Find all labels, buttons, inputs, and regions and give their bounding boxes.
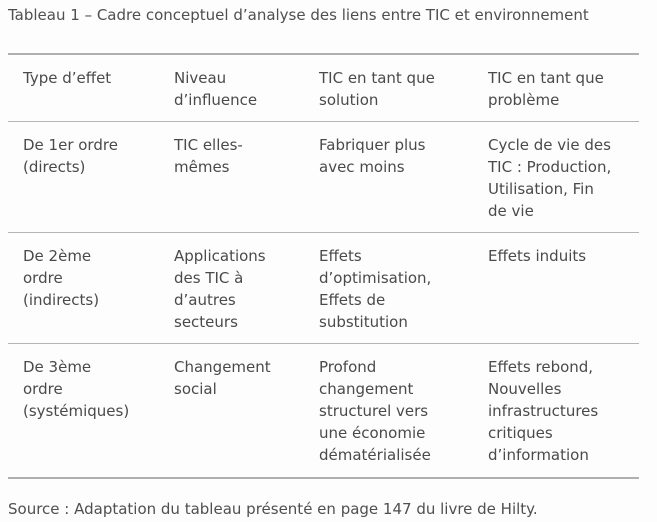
table-cell [8,344,159,478]
table-cell [473,122,639,233]
table-cell [8,233,159,344]
table-row [8,344,639,478]
table-cell [159,344,304,478]
table-cell [159,233,304,344]
cell-text: De 1er ordre (directs) [23,136,118,176]
cell-text: Effets d’optimisation, Effets de substitution [319,247,432,331]
cell-text: Effets rebond, Nouvelles infrastructures critiques d’information [488,358,599,464]
cell-text: Profond changement structurel vers une économie dématérialisée [319,358,431,464]
table-cell [304,122,473,233]
header-label: Type d’effet [23,69,112,87]
cell-text: TIC elles- mêmes [174,136,243,176]
table-cell [473,344,639,478]
table-cell [304,344,473,478]
cell-text: Effets induits [488,247,587,265]
header-cell-influence-level [159,55,304,122]
cell-text: Cycle de vie des TIC : Production, Utilisation, Fin de vie [488,136,612,220]
header-cell-effect-type [8,55,159,122]
table-header-row [8,55,639,122]
table-cell [473,233,639,344]
cell-text: Changement social [174,358,271,398]
cell-text: Applications des TIC à d’autres secteurs [174,247,266,331]
cell-text: De 3ème ordre (systémiques) [23,358,130,420]
header-label: TIC en tant que solution [319,69,435,109]
table-cell [159,122,304,233]
header-label: Niveau d’influence [174,69,258,109]
table-row [8,122,639,233]
header-label: TIC en tant que problème [488,69,604,109]
source-note: Source : Adaptation du tableau présenté en page 147 du livre de Hilty. [8,500,538,518]
table-row [8,233,639,344]
table-caption: Tableau 1 – Cadre conceptuel d’analyse des liens entre TIC et environnement [8,6,589,24]
header-cell-ict-solution [304,55,473,122]
cell-text: Fabriquer plus avec moins [319,136,426,176]
framework-table [8,55,639,477]
table-cell [304,233,473,344]
header-cell-ict-problem [473,55,639,122]
framework-table-container [8,53,639,479]
table-cell [8,122,159,233]
cell-text: De 2ème ordre (indirects) [23,247,100,309]
